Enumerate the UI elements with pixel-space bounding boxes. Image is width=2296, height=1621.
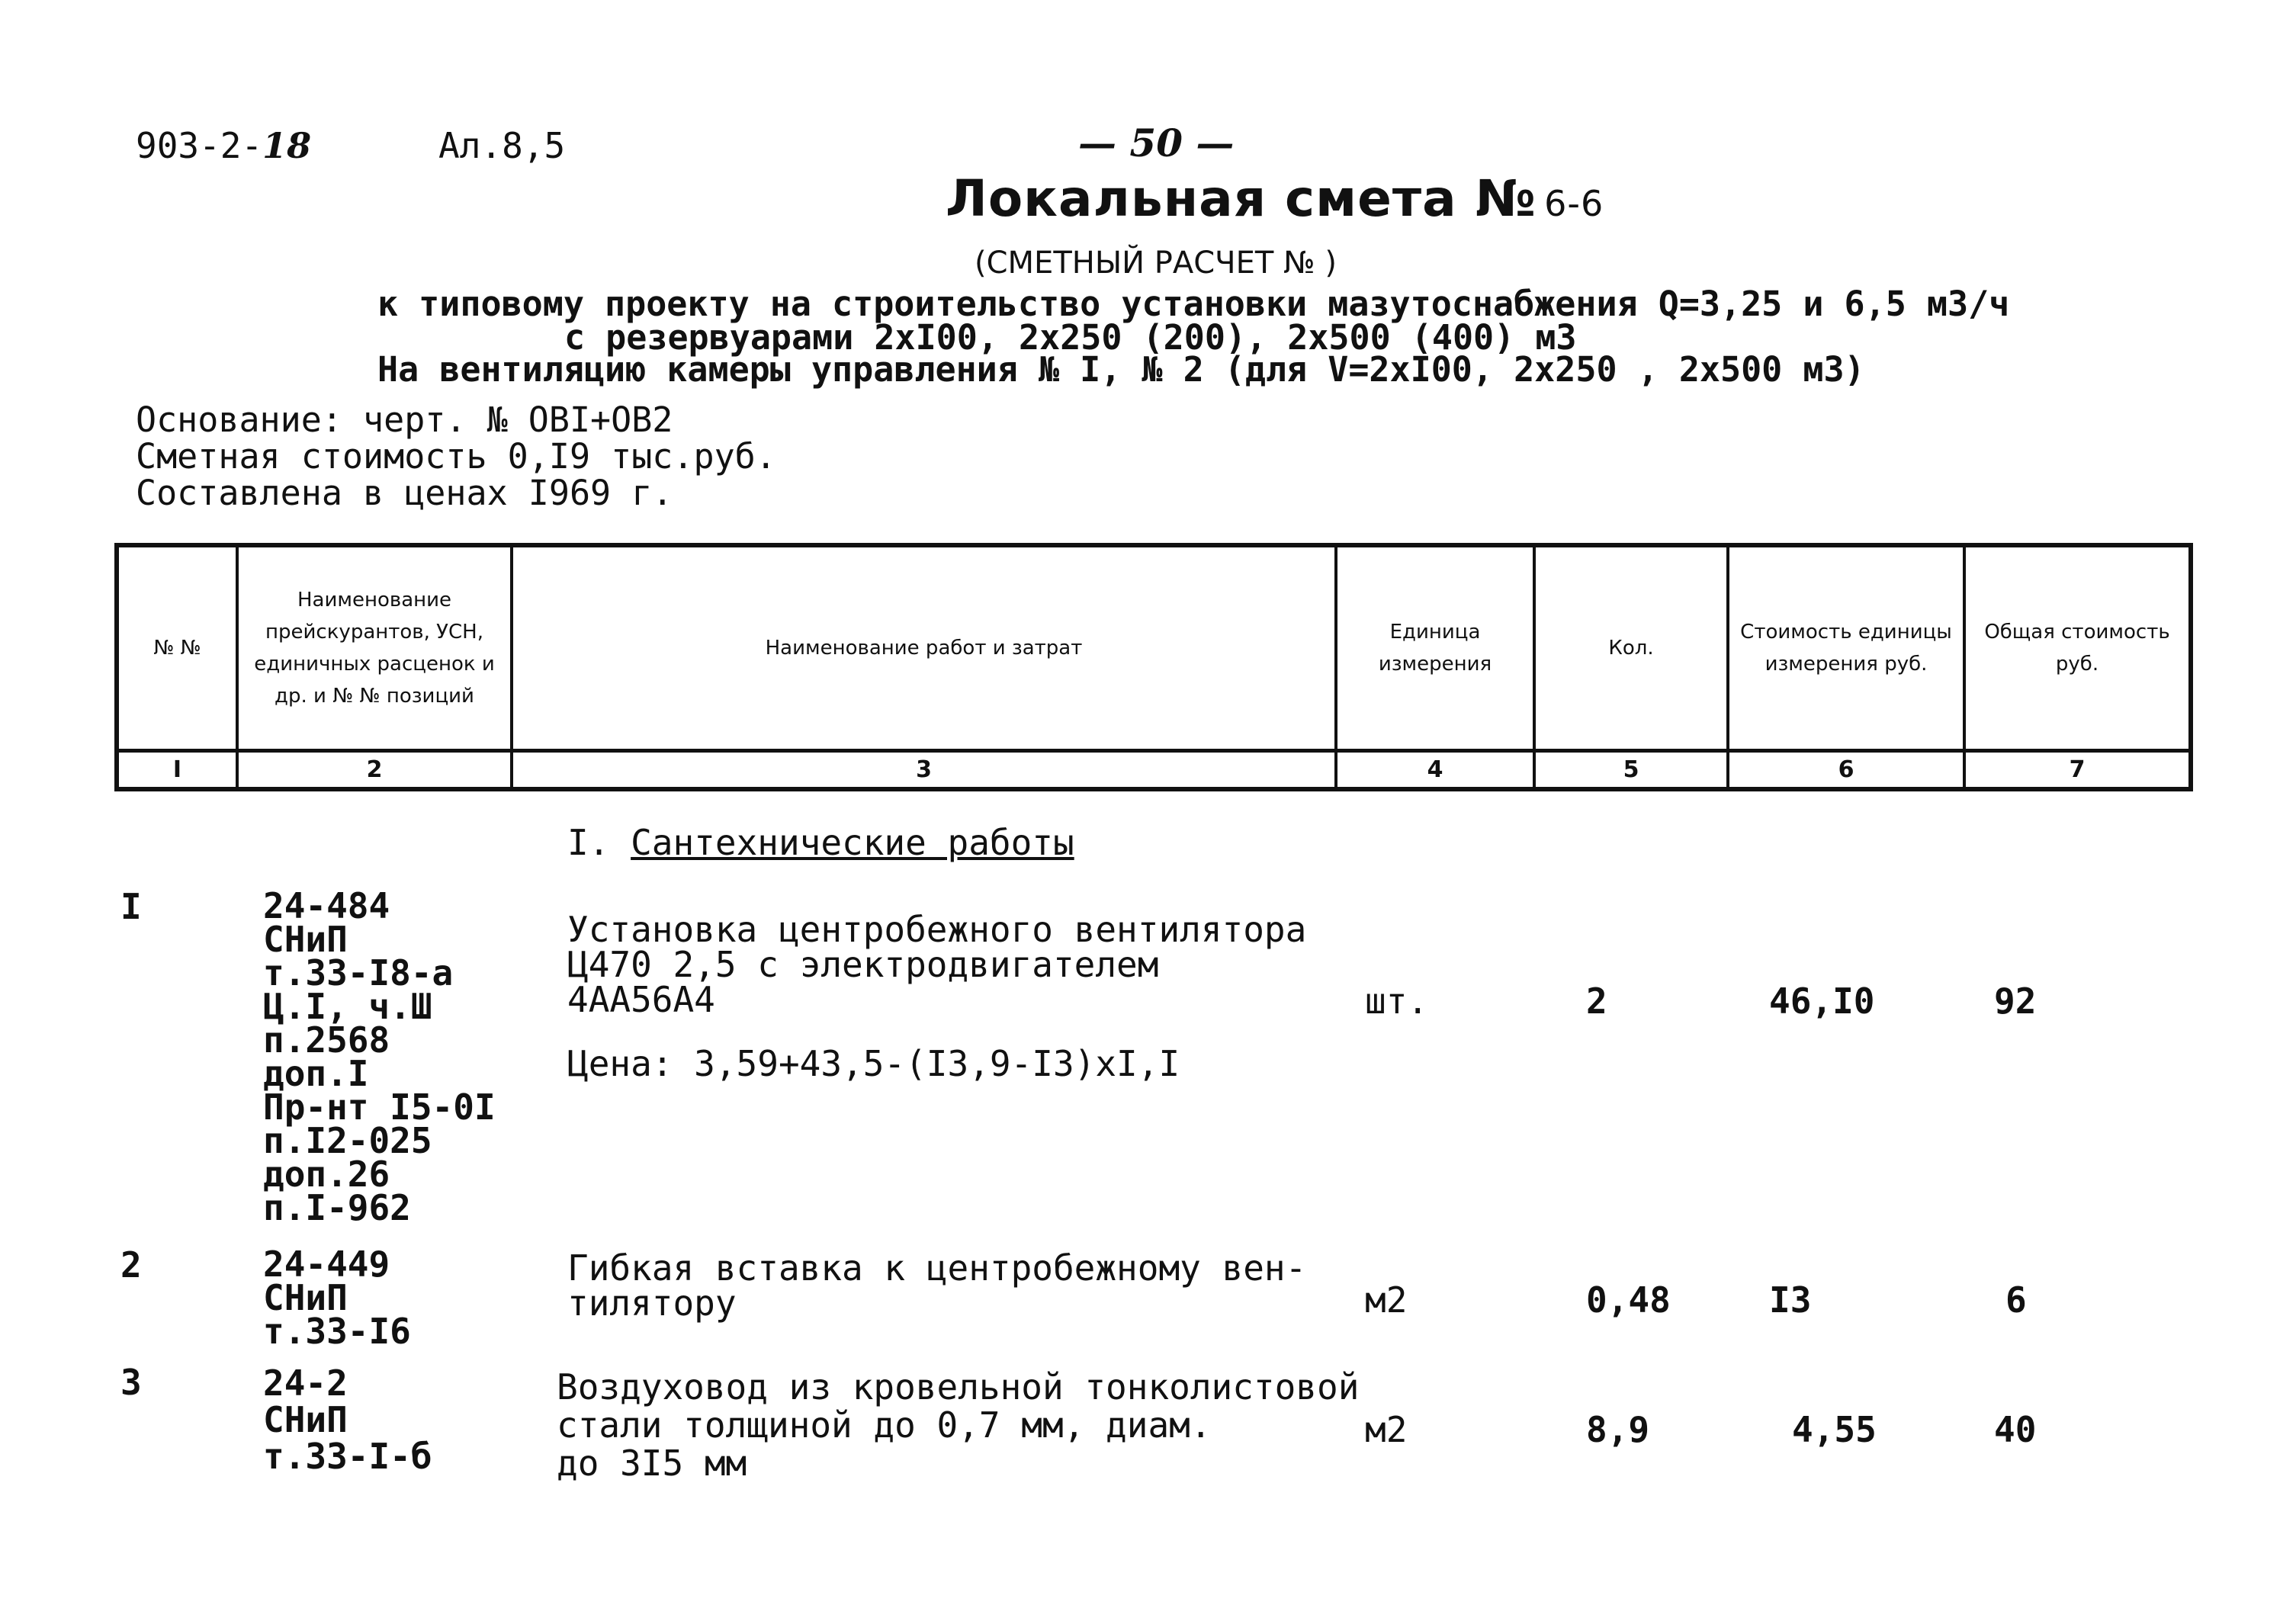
- column-header-unit-cost: Стоимость единицы измерения руб.: [1729, 547, 1966, 749]
- work-name-line: тилятору: [567, 1282, 737, 1324]
- code-line: СНиП: [263, 1399, 348, 1440]
- column-number-6: 6: [1729, 749, 1966, 787]
- column-header-work-name: Наименование работ и затрат: [513, 547, 1337, 749]
- column-number-7: 7: [1966, 749, 2188, 787]
- section-title: [567, 822, 1074, 863]
- document-code-prefix: 903-2-: [136, 125, 263, 166]
- row-1-work-name: [567, 909, 1307, 1020]
- row-3-total: 40: [1994, 1409, 2037, 1450]
- section-name: Сантехнические работы: [631, 822, 1074, 863]
- row-1-unit: шт.: [1365, 981, 1429, 1022]
- column-header-quantity: Кол.: [1536, 547, 1729, 749]
- album-reference: Ал.8,5: [438, 125, 566, 166]
- row-1-quantity: 2: [1586, 981, 1607, 1022]
- code-line: Ц.I, ч.Ш: [263, 986, 432, 1027]
- column-header-unit: Единица измерения: [1337, 547, 1536, 749]
- row-2-quantity: 0,48: [1586, 1279, 1671, 1321]
- row-3-work-name: [557, 1368, 1359, 1482]
- code-line: т.33-I6: [263, 1311, 411, 1352]
- column-number-5: 5: [1536, 749, 1729, 787]
- code-line: 24-484: [263, 885, 390, 926]
- row-2-work-name: [567, 1247, 1307, 1324]
- row-3-codes: [263, 1365, 432, 1475]
- project-description-line-3: На вентиляцию камеры управления № I, № 2 (для V=2хI00, 2х250 , 2х500 м3): [377, 349, 1865, 390]
- column-header-price-reference: Наименование прейскурантов, УСН, единичных расценок и др. и № № позиций: [239, 547, 513, 749]
- row-1-price-note: Цена: 3,59+43,5-(I3,9-I3)хI,I: [567, 1043, 1180, 1084]
- code-line: п.I-962: [263, 1187, 411, 1228]
- code-line: доп.I: [263, 1053, 369, 1094]
- code-line: п.2568: [263, 1019, 390, 1061]
- page-number: — 50 —: [1078, 120, 1235, 165]
- column-number-4: 4: [1337, 749, 1536, 787]
- row-3-number: 3: [120, 1362, 142, 1403]
- work-name-line: 4АА56А4: [567, 979, 715, 1020]
- code-line: СНиП: [263, 919, 348, 960]
- code-line: Пр-нт I5-0I: [263, 1087, 496, 1128]
- document-code-suffix: 18: [262, 125, 312, 166]
- code-line: 24-449: [263, 1244, 390, 1285]
- row-1-total: 92: [1994, 981, 2037, 1022]
- work-name-line: стали толщиной до 0,7 мм, диам.: [557, 1404, 1212, 1446]
- estimated-cost-line: Сметная стоимость 0,I9 тыс.руб.: [136, 436, 776, 477]
- project-description-line-1: к типовому проекту на строительство установки мазутоснабжения Q=3,25 и 6,5 м3/ч: [377, 284, 2010, 324]
- row-3-unit: м2: [1365, 1409, 1408, 1450]
- row-3-unit-cost: 4,55: [1792, 1409, 1877, 1450]
- document-code: [136, 125, 311, 166]
- row-2-unit-cost: I3: [1769, 1279, 1812, 1321]
- column-number-2: 2: [239, 749, 513, 787]
- work-name-line: Установка центробежного вентилятора: [567, 909, 1307, 950]
- price-basis-line: Составлена в ценах I969 г.: [136, 473, 673, 513]
- project-description-line-2: с резервуарами 2хI00, 2х250 (200), 2х500 (400) м3: [564, 317, 1577, 358]
- code-line: доп.26: [263, 1154, 390, 1195]
- work-name-line: Гибкая вставка к центробежному вен-: [567, 1247, 1307, 1289]
- code-line: 24-2: [263, 1363, 348, 1404]
- row-1-number: I: [120, 886, 142, 927]
- row-2-total: 6: [2005, 1279, 2027, 1321]
- estimate-table-header: [114, 543, 2193, 791]
- column-header-number: № №: [119, 547, 239, 749]
- work-name-line: до 3I5 мм: [557, 1443, 747, 1484]
- code-line: т.33-I-б: [263, 1436, 432, 1477]
- work-name-line: Ц470 2,5 с электродвигателем: [567, 944, 1159, 985]
- smeta-number: 6-6: [1544, 183, 1604, 224]
- basis-line: Основание: черт. № OBI+OB2: [136, 400, 673, 440]
- document-title: [946, 169, 1604, 228]
- row-2-unit: м2: [1365, 1279, 1408, 1321]
- row-3-quantity: 8,9: [1586, 1409, 1650, 1450]
- column-number-3: 3: [513, 749, 1337, 787]
- row-1-codes: [263, 885, 496, 1228]
- document-subtitle: (СМЕТНЫЙ РАСЧЕТ № ): [975, 246, 1337, 281]
- code-line: п.I2-025: [263, 1120, 432, 1161]
- code-line: т.33-I8-а: [263, 952, 454, 993]
- row-2-codes: [263, 1244, 411, 1352]
- column-number-1: I: [119, 749, 239, 787]
- code-line: СНиП: [263, 1277, 348, 1318]
- row-2-number: 2: [120, 1244, 142, 1286]
- column-header-total-cost: Общая стоимость руб.: [1984, 621, 2170, 676]
- document-title-main: Локальная смета №: [946, 169, 1537, 228]
- work-name-line: Воздуховод из кровельной тонколистовой: [557, 1366, 1360, 1408]
- row-1-unit-cost: 46,I0: [1769, 981, 1875, 1022]
- section-number: I.: [567, 822, 610, 863]
